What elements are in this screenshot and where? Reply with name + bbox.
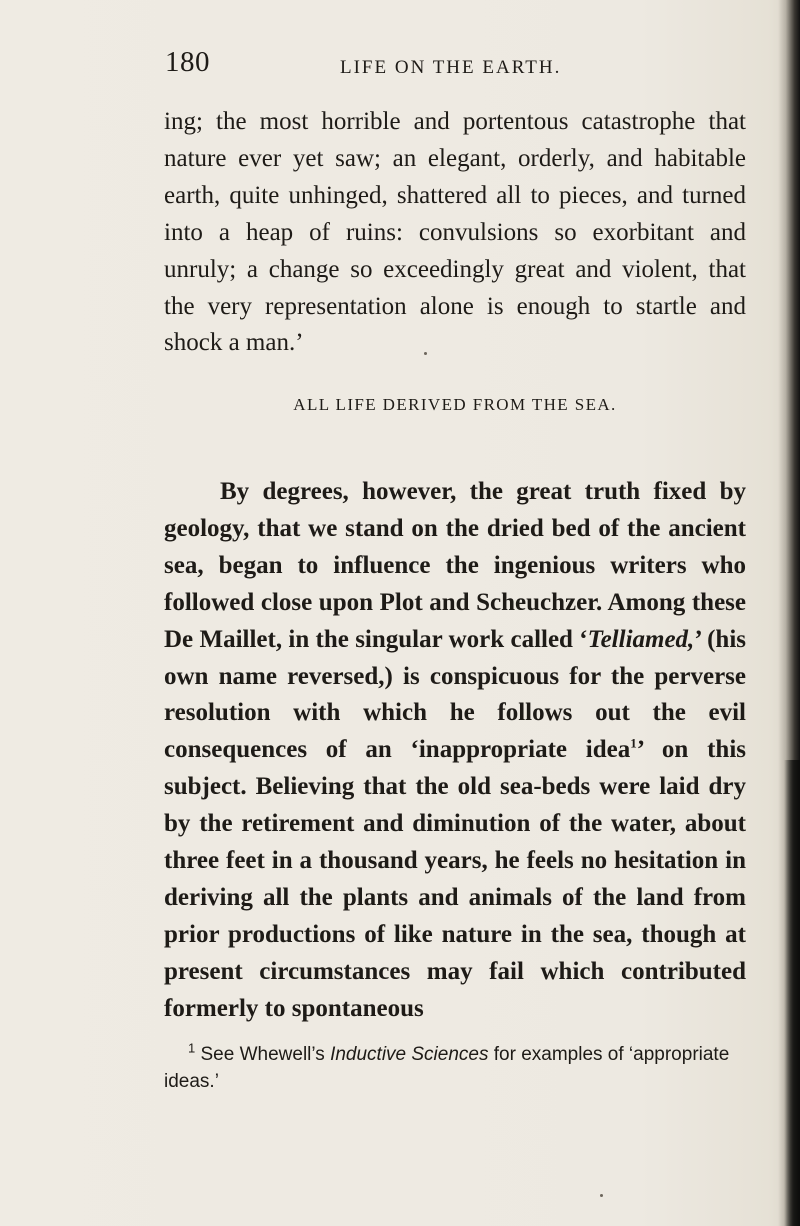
footnote-book-title: Inductive Sciences xyxy=(330,1044,489,1065)
running-head xyxy=(0,46,800,96)
paragraph-2 xyxy=(164,474,746,1028)
footnote-text-b: for examples of ‘appropriate ideas.’ xyxy=(164,1044,730,1092)
paragraph-2-text-b: ’ (his own name reversed,) is conspicuous for the perverse resolution with which he follows out the evil consequences of an ‘inappropriate idea xyxy=(164,625,747,764)
page-number: 180 xyxy=(165,46,210,78)
paper-speck xyxy=(424,352,427,355)
footnote-marker: 1 xyxy=(188,1040,196,1056)
section-heading: ALL LIFE DERIVED FROM THE SEA. xyxy=(293,395,617,414)
paragraph-2-text-c: ’ on this subject. Believing that the old sea-beds were laid dry by the retirement and diminution of the water, about three feet in a thousand years, he feels no hesitation in deriving all the plants and animals of the land from prior productions of like nature in the sea, though at present circumstances may fail which contributed formerly to spontaneous xyxy=(164,736,746,1022)
book-title-telliamed: Telliamed, xyxy=(587,625,695,653)
page-edge-shadow-lower xyxy=(784,760,800,1226)
footnote-text xyxy=(164,1041,746,1095)
footnote xyxy=(164,1041,746,1095)
paragraph-2-text-a: By degrees, however, the great truth fixed by geology, that we stand on the dried bed of the ancient sea, began to influence the ingenious writers who followed close upon Plot and Scheuchzer. Among these De Maillet, in the singular work called ‘ xyxy=(164,478,746,653)
running-title: LIFE ON THE EARTH. xyxy=(340,57,562,78)
footnote-text-a: See Whewell’s xyxy=(195,1044,331,1065)
paper-speck xyxy=(600,1194,603,1197)
paragraph-1: ing; the most horrible and portentous catastrophe that nature ever yet saw; an elegant, orderly, and habitable earth, quite unhinged, shattered all to pieces, and turned into a heap of ruins: convulsions so exorbitant and unruly; a change so exceedingly great and violent, that the very representation alone is enough to startle and shock a man.’ xyxy=(164,108,746,357)
footnote-reference: 1 xyxy=(630,736,637,752)
